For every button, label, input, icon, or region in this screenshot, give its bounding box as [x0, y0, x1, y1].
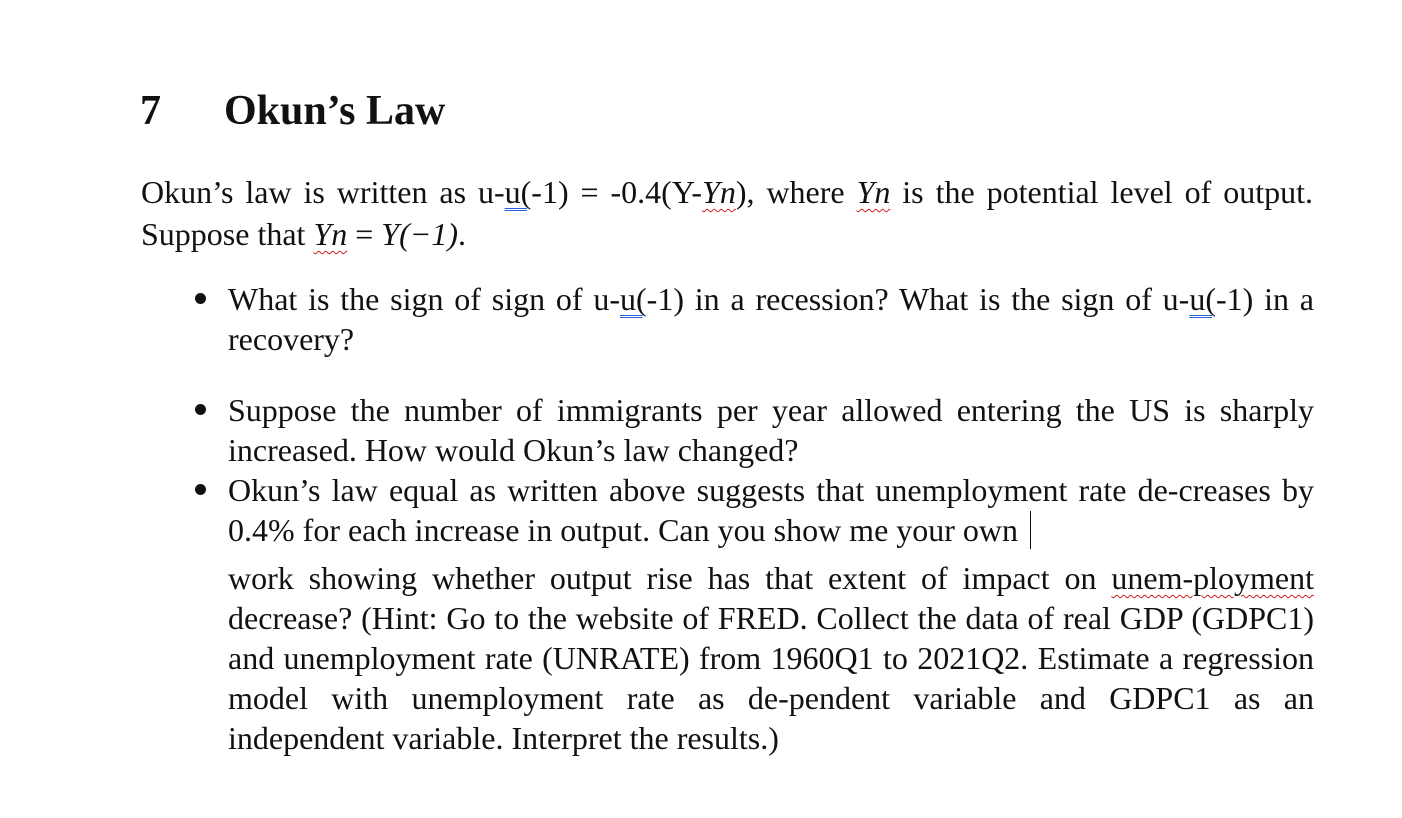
intro-text-5: =	[347, 216, 382, 252]
bullet-icon	[195, 293, 206, 304]
question-item-regression	[192, 470, 1314, 758]
intro-text-6: .	[457, 216, 466, 252]
question-text: Suppose the number of immigrants per year allowed entering the US is sharply increased. How would Okun’s law changed?	[228, 392, 1314, 468]
section-number: 7	[140, 88, 161, 134]
section-title: Okun’s Law	[224, 88, 446, 134]
question-text-3: -1) in a recovery?	[228, 281, 1315, 357]
text-cursor[interactable]	[1030, 511, 1031, 549]
spellcheck-u-lag: u(	[620, 281, 647, 317]
potential-output-symbol: Yn	[313, 216, 348, 252]
question-item-sign	[192, 279, 1314, 359]
question-text-3: decrease? (Hint: Go to the website of FRED. Collect the data of real GDP (GDPC1) and unemployment rate (UNRATE) from 1960Q1 to 2021Q2. Estimate a regression model with unemployment rate as de-pendent variable and GDPC1 as an independent variable. Interpret the results.)	[228, 600, 1314, 756]
question-text-2: work showing whether output rise has that extent of impact on	[228, 560, 1112, 596]
question-text-2: -1) in a recession? What is the sign of u-	[646, 281, 1190, 317]
spellcheck-u-lag: u(	[504, 174, 532, 210]
question-text-1: What is the sign of sign of u-	[228, 281, 620, 317]
spellcheck-u-lag: u(	[1189, 281, 1216, 317]
intro-text-1: Okun’s law is written as u-	[141, 174, 505, 210]
spellcheck-unemployment: unem-ployment	[1111, 560, 1314, 596]
intro-paragraph	[141, 171, 1313, 255]
potential-output-symbol: Yn	[702, 174, 736, 210]
lagged-output-symbol: Y(−1)	[381, 216, 458, 252]
section-heading	[140, 86, 445, 136]
paragraph-gap	[228, 550, 1314, 558]
bullet-icon	[195, 404, 206, 415]
intro-text-3: ), where	[735, 174, 857, 210]
intro-text-4: is the potential level of output. Suppose that	[141, 174, 1314, 252]
question-item-immigration	[192, 390, 1314, 470]
question-list	[192, 279, 1314, 758]
bullet-icon	[195, 484, 206, 495]
potential-output-symbol: Yn	[856, 174, 891, 210]
question-text-1: Okun’s law equal as written above suggests that unemployment rate de-creases by 0.4% for each increase in output. Can you show me your own	[228, 472, 1314, 548]
intro-text-2: -1) = -0.4(Y-	[531, 174, 703, 210]
